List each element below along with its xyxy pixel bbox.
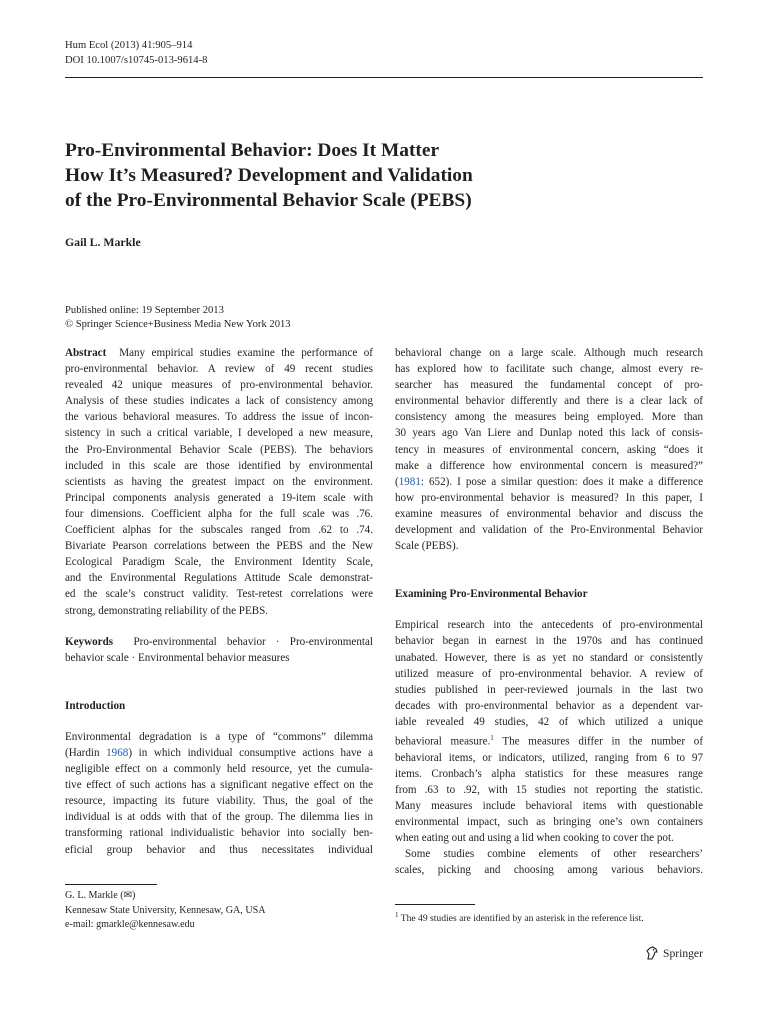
keywords (65, 634, 373, 666)
body-line: utilized measure of pro-environmental behavior. A review of (395, 667, 703, 680)
abstract-line: scientists as having the greatest impact on the environment. (65, 475, 373, 488)
footnote-number: 1 (395, 911, 399, 919)
article-title (65, 138, 685, 213)
affiliation-institution: Kennesaw State University, Kennesaw, GA, USA (65, 904, 266, 916)
abstract-line: Coefficient alphas for the subscales ranged from .62 to .74. (65, 524, 373, 537)
abstract-line: Principal components analysis generated a 19-item scale with (65, 491, 373, 504)
right-column (395, 345, 703, 879)
body-line: consistency among the measures being employed. More than (395, 411, 703, 424)
intro-line-part: (Hardin (65, 746, 107, 759)
author-name: Gail L. Markle (65, 235, 141, 249)
abstract-line: Many empirical studies examine the performance of (119, 347, 373, 359)
intro-line: tive effect of such actions has a significant negative effect on the (65, 779, 373, 792)
footnote-rule (395, 904, 475, 905)
body-line-part: ( (395, 475, 399, 488)
abstract-line: and the Environmental Regulations Attitude Scale demonstrat- (65, 572, 373, 585)
left-column (65, 345, 373, 858)
keywords-line: Pro-environmental behavior · Pro-environmental (133, 635, 373, 648)
body-line: make a difference how environmental concern is measured?” (395, 459, 703, 472)
abstract (65, 345, 373, 619)
citation-link-1981[interactable]: 1981 (398, 475, 421, 488)
intro-line: resource, impacting its future viability. Thus, the goal of the (65, 795, 373, 808)
journal-header (65, 38, 207, 68)
footnote-marker[interactable]: 1 (490, 733, 494, 742)
abstract-line: included in this scale are those identified by environmental (65, 459, 373, 472)
body-line: 30 years ago Van Liere and Dunlap noted this lack of consis- (395, 427, 703, 440)
body-line: environmental behavior differently and there is a clear lack of (395, 395, 703, 408)
publisher-name: Springer (663, 946, 703, 960)
abstract-line: sistency in such a critical variable, I developed a new measure, (65, 427, 373, 440)
body-line: searcher has measured the fundamental concept of pro- (395, 379, 703, 392)
title-line: How It’s Measured? Development and Validation (65, 165, 473, 186)
intro-line: eficial group behavior and thus necessitates individual (65, 843, 373, 856)
right-paragraph-1 (395, 345, 703, 554)
author-affiliation (65, 884, 375, 933)
body-line: items. Cronbach’s alpha statistics for these measures range (395, 767, 703, 780)
publication-info (65, 304, 291, 332)
body-line: environmental impact, such as bringing one’s own containers (395, 816, 703, 829)
right-paragraph-3 (395, 846, 703, 878)
right-paragraph-2 (395, 617, 703, 846)
body-line-part: behavioral measure. (395, 735, 491, 748)
intro-line-part: ) in which individual consumptive actions have a (128, 746, 373, 759)
title-line: of the Pro-Environmental Behavior Scale (PEBS) (65, 190, 472, 211)
body-line: Many measures include behavioral items with questionable (395, 800, 703, 813)
body-line: Empirical research into the antecedents of pro-environmental (395, 619, 703, 632)
abstract-line: Analysis of these studies indicates a lack of consistency among (65, 395, 373, 408)
body-line-part: : 652). I pose a similar question: does it make a difference (420, 475, 703, 488)
affiliation-email[interactable]: e-mail: gmarkle@kennesaw.edu (65, 919, 195, 930)
springer-horse-icon (645, 946, 659, 960)
body-line: studies published in peer-reviewed journals in the last two (395, 683, 703, 696)
body-line: Scale (PEBS). (395, 540, 459, 553)
abstract-line: the various behavioral measures. To address the issue of incon- (65, 411, 373, 424)
abstract-line: revealed 42 unique measures of pro-environmental behavior. (65, 379, 373, 392)
body-line: Some studies combine elements of other researchers’ (405, 848, 703, 861)
body-line: scales, picking and choosing among various behaviors. (395, 864, 703, 877)
abstract-line: Ecological Paradigm Scale, the Environment Identity Scale, (65, 556, 373, 569)
body-line: from .63 to .92, with 15 studies not reporting the statistic. (395, 783, 703, 796)
title-line: Pro-Environmental Behavior: Does It Matter (65, 140, 440, 161)
body-line: behavior began in earnest in the 1970s and has continued (395, 635, 703, 648)
doi: DOI 10.1007/s10745-013-9614-8 (65, 55, 208, 66)
body-line: development and validation of the Pro-Environmental Behavior (395, 524, 703, 537)
introduction-heading: Introduction (65, 699, 126, 712)
publisher-logo (645, 946, 703, 960)
footnote-text: The 49 studies are identified by an asterisk in the reference list. (398, 913, 644, 925)
body-line: iable revealed 49 studies, 42 of which utilized a unique (395, 715, 703, 728)
citation-link-hardin-1968[interactable]: 1968 (106, 746, 129, 759)
published-online: Published online: 19 September 2013 (65, 305, 224, 316)
intro-line: Environmental degradation is a type of “commons” dilemma (65, 730, 373, 743)
intro-line: negligible effect on a commonly held resource, yet the cumula- (65, 763, 373, 776)
body-line: decades with pro-environmental behavior as a dependent var- (395, 699, 703, 712)
keywords-label: Keywords (65, 635, 114, 648)
abstract-line: the Pro-Environmental Behavior Scale (PEBS). The behaviors (65, 443, 373, 456)
body-line: behavioral items, or indicators, utilized, ranging from 6 to 97 (395, 751, 703, 764)
affiliation-name: G. L. Markle (✉) (65, 890, 136, 901)
abstract-line: four dimensions. Coefficient alpha for the full scale was .76. (65, 507, 373, 520)
body-line: tency in measures of environmental concern, asking “does it (395, 443, 703, 456)
abstract-line: pro-environmental behavior. A review of 49 recent studies (65, 363, 373, 376)
keywords-line: behavior scale · Environmental behavior measures (65, 651, 290, 664)
body-line: behavioral change on a large scale. Although much research (395, 347, 703, 359)
intro-line: individual is at odds with that of the group. The dilemma lies in (65, 811, 373, 824)
body-line: when eating out and using a lid when cooking to cover the pot. (395, 832, 674, 845)
body-line-part: The measures differ in the number of (493, 735, 704, 748)
introduction-paragraph (65, 729, 373, 858)
abstract-label: Abstract (65, 347, 107, 359)
body-line: unabated. However, there is as yet no standard or consistently (395, 651, 703, 664)
abstract-line: Bivariate Pearson correlations between the PEBS and the New (65, 540, 373, 553)
section-heading-examining: Examining Pro-Environmental Behavior (395, 588, 588, 601)
footnote (395, 904, 705, 926)
affiliation-rule (65, 884, 157, 885)
abstract-line: ed the scale’s construct validity. Test-retest correlations were (65, 588, 373, 601)
body-line: has explored how to facilitate such change, almost every re- (395, 363, 703, 376)
header-rule (65, 77, 703, 78)
body-line: examine measures of environmental behavior and discuss the (395, 507, 703, 520)
abstract-line: strong, demonstrating reliability of the PEBS. (65, 604, 269, 617)
journal-citation: Hum Ecol (2013) 41:905–914 (65, 40, 193, 51)
copyright: © Springer Science+Business Media New York 2013 (65, 319, 291, 330)
intro-line: transforming rational individualistic behavior into socially ben- (65, 827, 373, 840)
body-line: how pro-environmental behavior is measured? In this paper, I (395, 491, 703, 504)
